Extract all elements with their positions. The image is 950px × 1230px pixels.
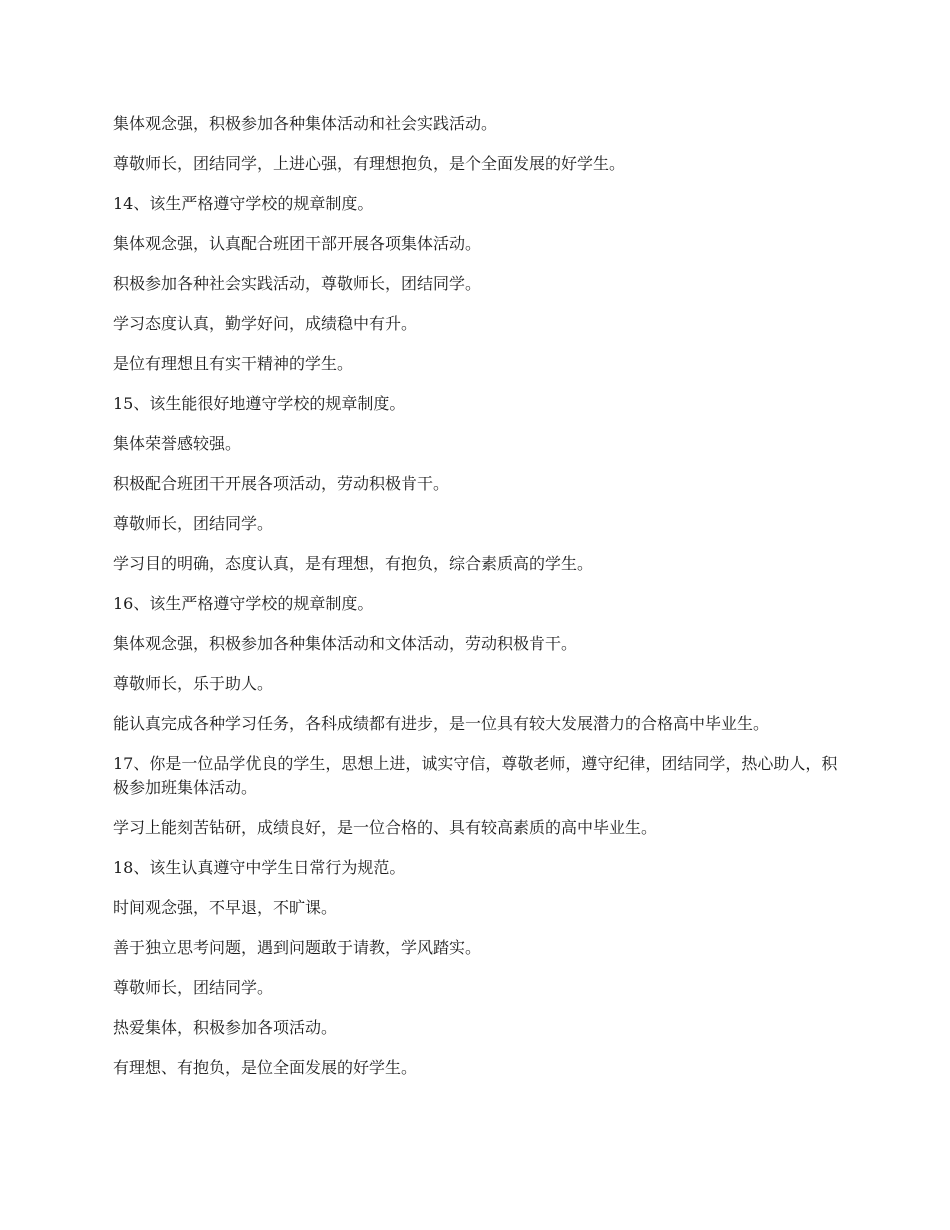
paragraph: 积极配合班团干开展各项活动，劳动积极肯干。 xyxy=(113,474,450,493)
paragraph: 14、该生严格遵守学校的规章制度。 xyxy=(113,194,374,213)
paragraph: 尊敬师长，团结同学。 xyxy=(113,977,274,997)
paragraph: 热爱集体，积极参加各项活动。 xyxy=(113,1017,338,1037)
document-body xyxy=(113,112,843,1096)
paragraph: 15、该生能很好地遵守学校的规章制度。 xyxy=(113,394,406,413)
paragraph: 学习上能刻苦钻研，成绩良好，是一位合格的、具有较高素质的高中毕业生。 xyxy=(113,817,658,837)
paragraph: 时间观念强，不早退，不旷课。 xyxy=(113,897,338,917)
paragraph: 16、该生严格遵守学校的规章制度。 xyxy=(113,594,374,613)
paragraph: 尊敬师长，团结同学，上进心强，有理想抱负，是个全面发展的好学生。 xyxy=(113,154,626,173)
paragraph: 集体荣誉感较强。 xyxy=(113,434,242,453)
paragraph: 学习态度认真，勤学好问，成绩稳中有升。 xyxy=(113,314,418,333)
paragraph: 尊敬师长，乐于助人。 xyxy=(113,674,274,693)
paragraph: 积极参加各种社会实践活动，尊敬师长，团结同学。 xyxy=(113,274,482,293)
paragraph: 集体观念强，积极参加各种集体活动和文体活动，劳动积极肯干。 xyxy=(113,634,578,653)
paragraph: 18、该生认真遵守中学生日常行为规范。 xyxy=(113,857,406,877)
paragraph: 善于独立思考问题，遇到问题敢于请教，学风踏实。 xyxy=(113,937,482,957)
paragraph: 是位有理想且有实干精神的学生。 xyxy=(113,354,354,373)
paragraph: 集体观念强，积极参加各种集体活动和社会实践活动。 xyxy=(113,114,498,133)
paragraph: 集体观念强，认真配合班团干部开展各项集体活动。 xyxy=(113,234,482,253)
paragraph: 尊敬师长，团结同学。 xyxy=(113,514,274,533)
paragraph: 17、你是一位品学优良的学生，思想上进，诚实守信，尊敬老师，遵守纪律，团结同学，热心助人，积极参加班集体活动。 xyxy=(113,754,838,797)
paragraph: 有理想、有抱负，是位全面发展的好学生。 xyxy=(113,1057,418,1077)
paragraph: 能认真完成各种学习任务，各科成绩都有进步，是一位具有较大发展潜力的合格高中毕业生。 xyxy=(113,714,770,733)
paragraph: 学习目的明确，态度认真，是有理想，有抱负，综合素质高的学生。 xyxy=(113,554,594,573)
